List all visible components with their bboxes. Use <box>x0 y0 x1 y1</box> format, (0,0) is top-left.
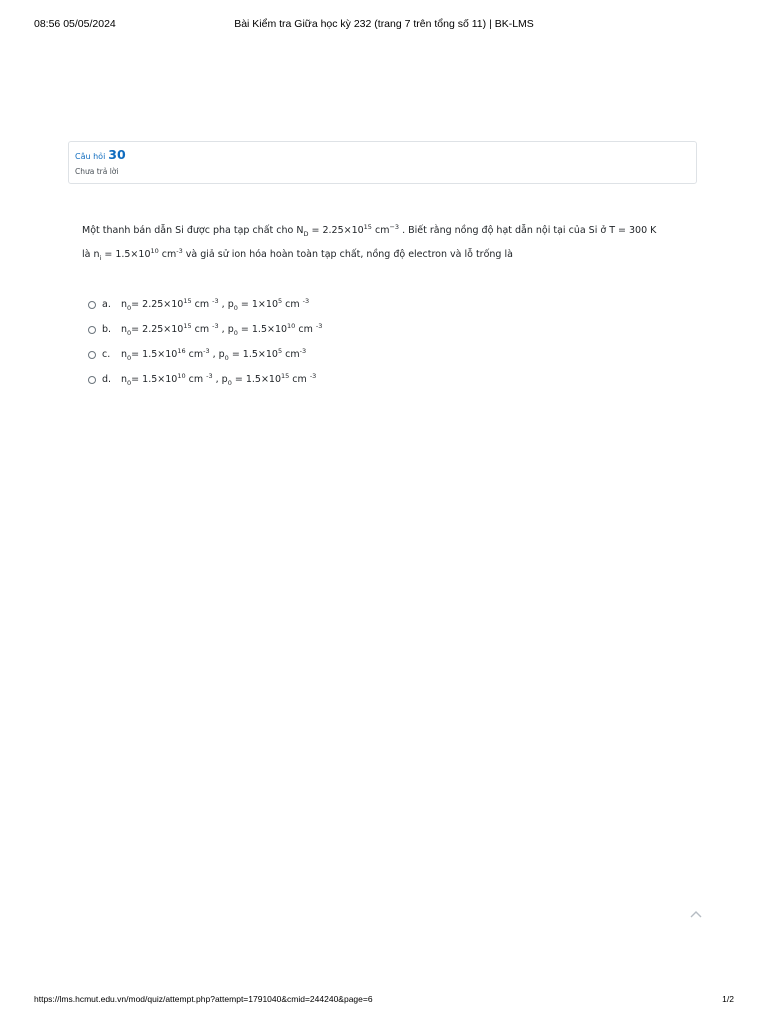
answer-option-b[interactable] <box>88 317 322 342</box>
answer-option-d[interactable] <box>88 367 322 392</box>
radio-button[interactable] <box>88 376 96 384</box>
back-to-top-button[interactable] <box>687 905 705 923</box>
page-number: 1/2 <box>722 994 734 1004</box>
print-page-title: Bài Kiểm tra Giữa học kỳ 232 (trang 7 trên tổng số 11) | BK-LMS <box>234 18 534 30</box>
option-text: $n_0= 1.5\times 10^{10}$ cm $^{-3}$ , $p_0 = 1.5\times 10^{15}$ cm $^{-3}$ <box>121 371 317 388</box>
option-text: $n_0= 1.5\times 10^{16}$ $cm^{-3}$ , $p_0 = 1.5\times 10^5$ $cm^{-3}$ <box>121 346 307 363</box>
print-datetime: 08:56 05/05/2024 <box>34 18 116 30</box>
question-text-line-2: là $n_i = 1.5\times 10^{10}$ $cm^{-3}$ và giả sử ion hóa hoàn toàn tạp chất, nồng độ electron và lỗ trống là <box>82 247 513 263</box>
question-label: Câu hỏi <box>75 152 106 161</box>
answer-options <box>88 292 322 392</box>
radio-button[interactable] <box>88 326 96 334</box>
question-text-line-1: Một thanh bán dẫn Si được pha tạp chất cho $N_D = 2.25\times 10^{15}$ $cm^{-3}$ . Biết rằng nồng độ hạt dẫn nội tại của Si ở T = 300 K <box>82 223 657 239</box>
option-letter: d. <box>102 374 112 385</box>
chevron-up-icon <box>690 910 702 918</box>
answer-option-c[interactable] <box>88 342 322 367</box>
radio-button[interactable] <box>88 301 96 309</box>
question-state: Chưa trả lời <box>75 167 119 176</box>
option-letter: a. <box>102 299 111 310</box>
question-text <box>82 219 694 267</box>
page-url: https://lms.hcmut.edu.vn/mod/quiz/attempt.php?attempt=1791040&cmid=244240&page=6 <box>34 994 373 1004</box>
answer-option-a[interactable] <box>88 292 322 317</box>
option-letter: c. <box>102 349 111 360</box>
option-letter: b. <box>102 324 112 335</box>
question-number <box>75 147 126 162</box>
print-footer <box>34 994 734 1008</box>
option-text: $n_0= 2.25\times 10^{15}$ cm $^{-3}$ , $p_0 = 1.5\times 10^{10}$ cm $^{-3}$ <box>121 321 323 338</box>
option-text: $n_0= 2.25\times 10^{15}$ cm $^{-3}$ , $p_0 = 1\times 10^5$ cm $^{-3}$ <box>121 296 310 313</box>
radio-button[interactable] <box>88 351 96 359</box>
print-header <box>34 18 734 32</box>
question-number-value: 30 <box>108 147 126 162</box>
question-info-box <box>68 141 697 184</box>
